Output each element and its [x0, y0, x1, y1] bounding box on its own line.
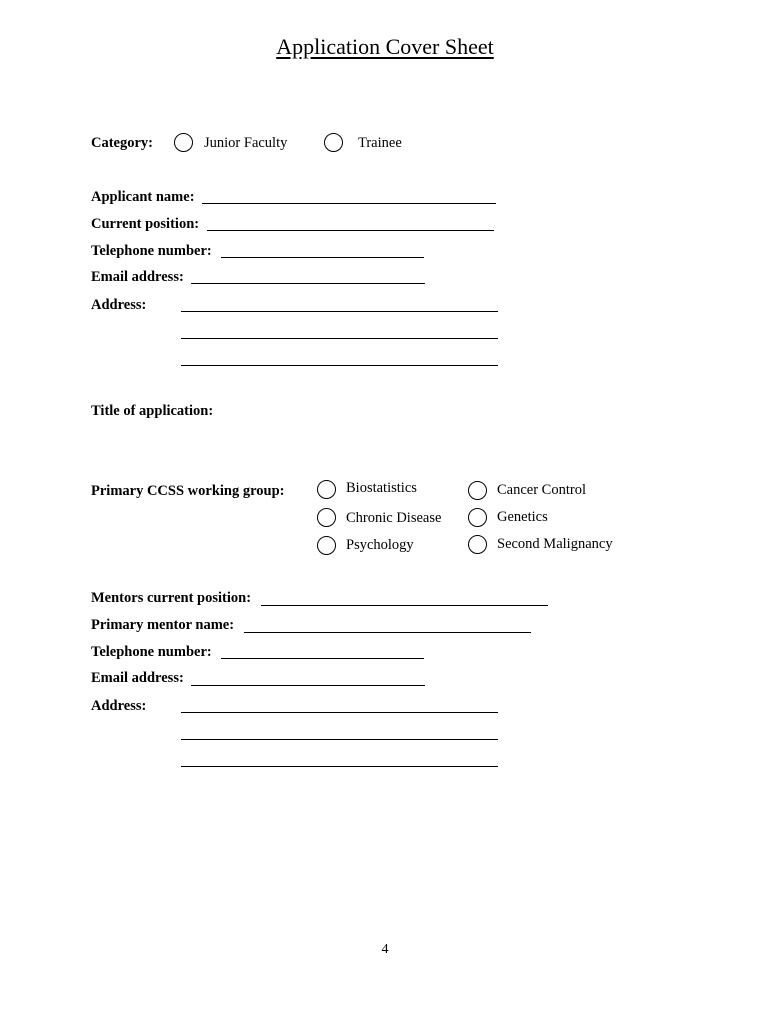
- option-trainee-label: Trainee: [358, 135, 402, 151]
- radio-psychology[interactable]: [317, 536, 336, 555]
- radio-second-malignancy[interactable]: [468, 535, 487, 554]
- mentor-address-line-3[interactable]: [181, 766, 498, 767]
- mentor-address-line-2[interactable]: [181, 739, 498, 740]
- option-second-malignancy-label: Second Malignancy: [497, 536, 613, 552]
- applicant-address-line-3[interactable]: [181, 365, 498, 366]
- applicant-telephone-field[interactable]: [221, 257, 424, 258]
- category-label: Category:: [91, 135, 154, 151]
- current-position-label: Current position:: [91, 216, 200, 232]
- working-group-label: Primary CCSS working group:: [91, 483, 285, 499]
- mentor-telephone-label: Telephone number:: [91, 644, 212, 660]
- applicant-address-line-1[interactable]: [181, 311, 498, 312]
- applicant-name-field[interactable]: [202, 203, 496, 204]
- mentor-position-label: Mentors current position:: [91, 590, 252, 606]
- option-psychology-label: Psychology: [346, 537, 414, 553]
- radio-genetics[interactable]: [468, 508, 487, 527]
- mentor-email-label: Email address:: [91, 670, 184, 686]
- current-position-field[interactable]: [207, 230, 494, 231]
- applicant-email-label: Email address:: [91, 269, 184, 285]
- mentor-name-label: Primary mentor name:: [91, 617, 235, 633]
- applicant-telephone-label: Telephone number:: [91, 243, 212, 259]
- option-cancer-control-label: Cancer Control: [497, 482, 586, 498]
- radio-junior-faculty[interactable]: [174, 133, 193, 152]
- mentor-address-line-1[interactable]: [181, 712, 498, 713]
- radio-chronic-disease[interactable]: [317, 508, 336, 527]
- mentor-name-field[interactable]: [244, 632, 531, 633]
- application-title-label: Title of application:: [91, 403, 214, 419]
- option-chronic-disease-label: Chronic Disease: [346, 510, 442, 526]
- option-biostatistics-label: Biostatistics: [346, 480, 417, 496]
- radio-biostatistics[interactable]: [317, 480, 336, 499]
- mentor-telephone-field[interactable]: [221, 658, 424, 659]
- option-genetics-label: Genetics: [497, 509, 548, 525]
- applicant-name-label: Applicant name:: [91, 189, 195, 205]
- applicant-address-line-2[interactable]: [181, 338, 498, 339]
- applicant-address-label: Address:: [91, 297, 147, 313]
- page-number: 4: [381, 942, 389, 957]
- radio-cancer-control[interactable]: [468, 481, 487, 500]
- radio-trainee[interactable]: [324, 133, 343, 152]
- mentor-address-label: Address:: [91, 698, 147, 714]
- mentor-position-field[interactable]: [261, 605, 548, 606]
- page-title: Application Cover Sheet: [276, 34, 494, 59]
- applicant-email-field[interactable]: [191, 283, 425, 284]
- mentor-email-field[interactable]: [191, 685, 425, 686]
- option-junior-faculty-label: Junior Faculty: [204, 135, 288, 151]
